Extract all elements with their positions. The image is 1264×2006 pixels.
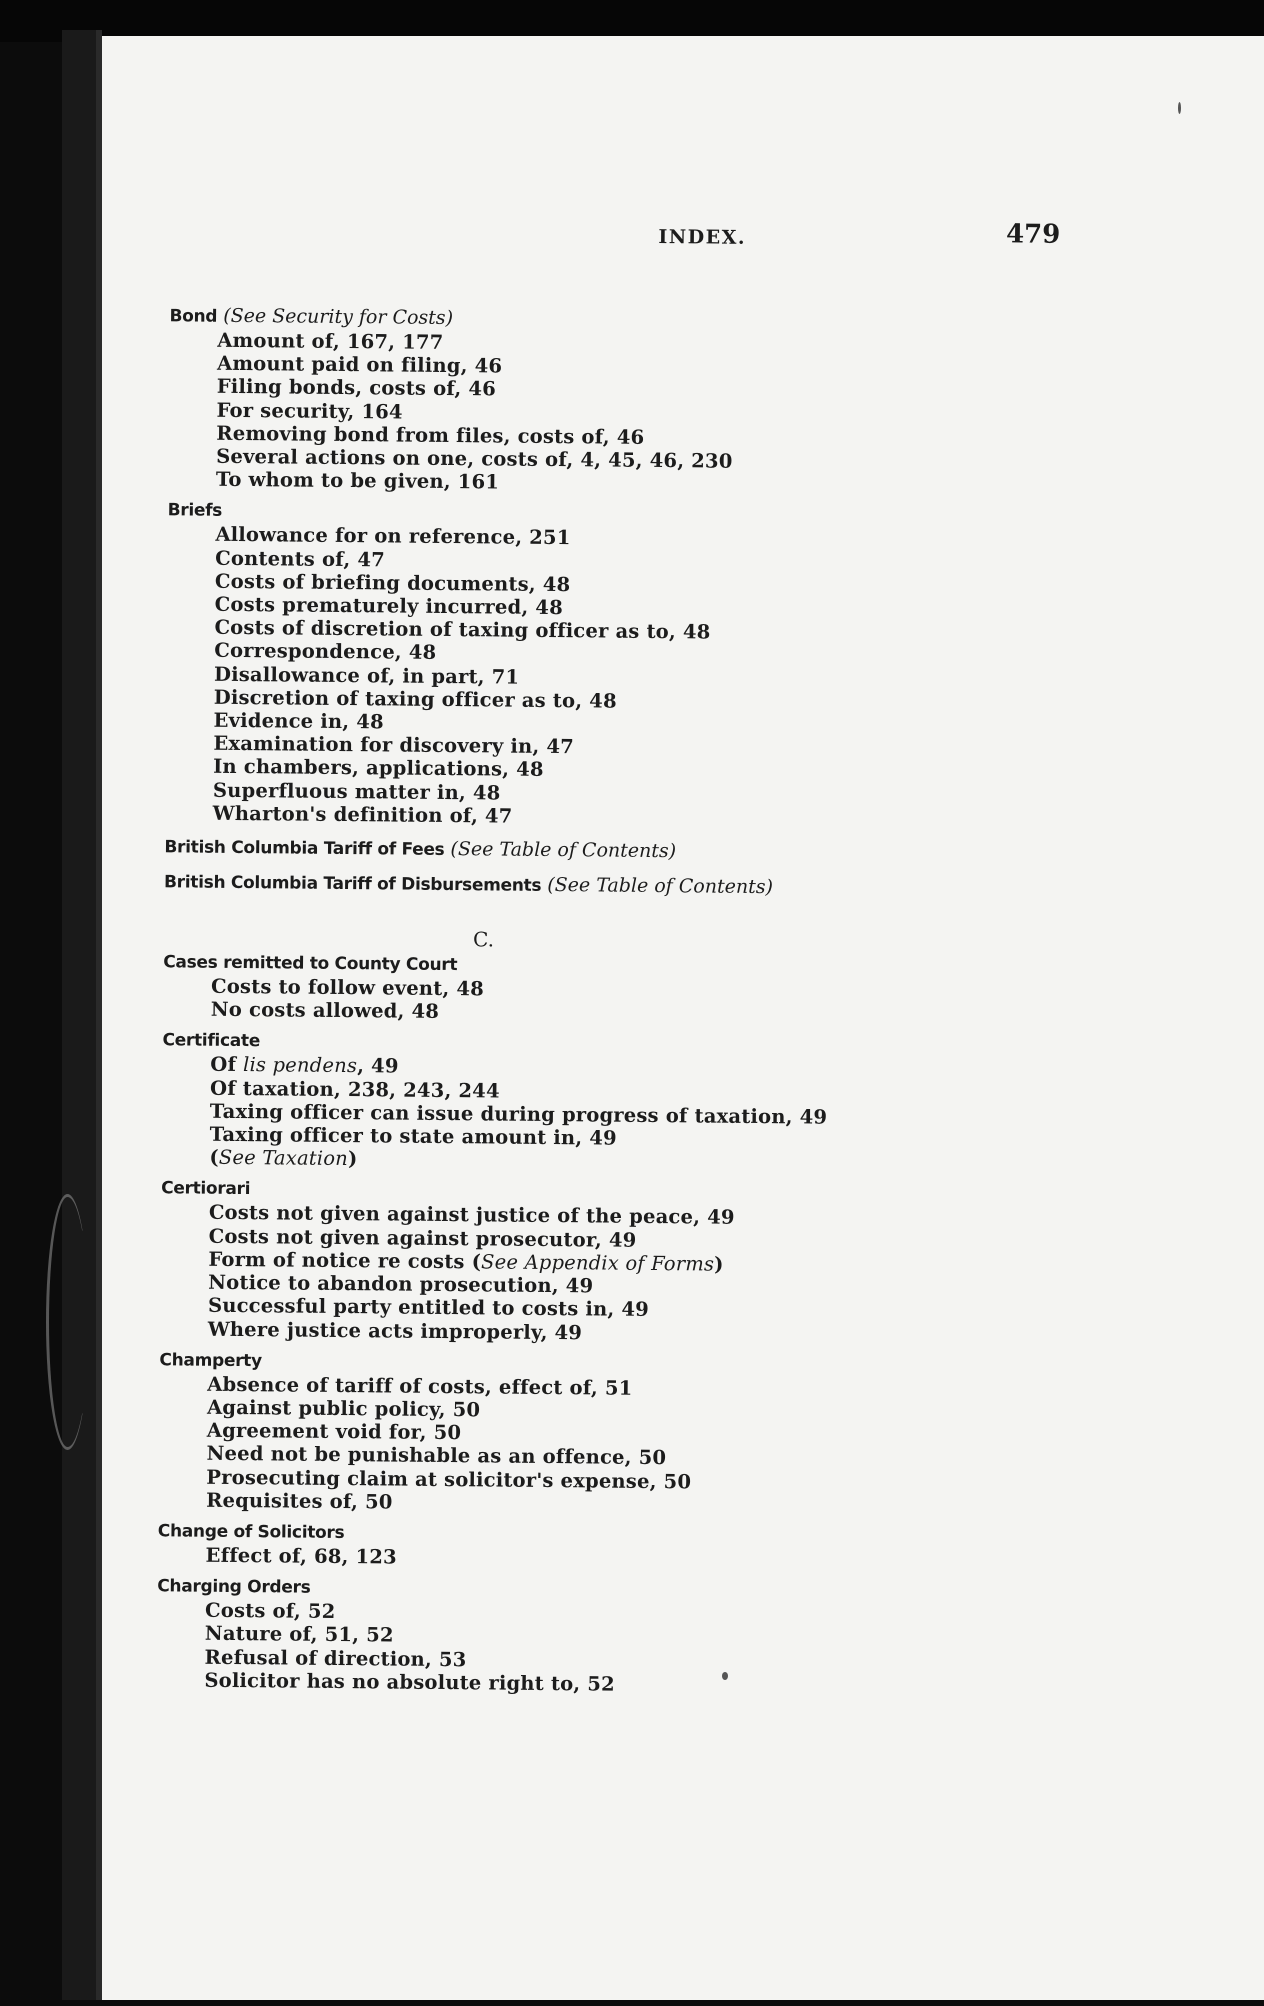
subentry: For security, 164 [216, 398, 403, 424]
subentry: Notice to abandon prosecution, 49 [208, 1270, 594, 1298]
subentry: Superfluous matter in, 48 [212, 778, 501, 805]
cross-reference: See Taxation [218, 1146, 349, 1171]
entry-term: Bond [169, 306, 218, 327]
running-head: INDEX. [658, 225, 747, 249]
subentry: Effect of, 68, 123 [205, 1543, 397, 1569]
subentry: Refusal of direction, 53 [204, 1645, 467, 1671]
subentry: Agreement void for, 50 [206, 1418, 462, 1445]
page-content [83, 31, 1264, 2006]
entry-term: British Columbia Tariff of Disbursements [163, 872, 542, 896]
subentry: Costs prematurely incurred, 48 [214, 592, 564, 620]
subentry: Costs not given against prosecutor, 49 [208, 1224, 637, 1252]
subentry: Evidence in, 48 [213, 708, 384, 734]
subentry: Nature of, 51, 52 [204, 1622, 394, 1647]
cross-reference: See Security for Costs [230, 304, 446, 329]
xref-close: ) [668, 840, 677, 863]
index-entry-briefs [165, 499, 1068, 833]
entry-heading: Change of Solicitors [157, 1521, 345, 1543]
entry-heading [164, 834, 1064, 868]
index-list [156, 303, 1069, 1708]
subentry: Where justice acts improperly, 49 [207, 1317, 583, 1344]
index-entry-bc-tariff-disbursements [164, 869, 1064, 903]
subentry: Prosecuting claim at solicitor's expense, 50 [206, 1465, 692, 1493]
subentry: Costs not given against justice of the peace, 49 [208, 1201, 735, 1230]
subentry: Examination for discovery in, 47 [213, 731, 575, 759]
binding-thread-mark [46, 1194, 89, 1450]
entry-heading: Certiorari [161, 1178, 251, 1200]
entry-term: British Columbia Tariff of Fees [164, 837, 445, 861]
latin-term: lis pendens [242, 1053, 358, 1078]
subentry-pages: , 49 [357, 1054, 399, 1078]
subentry: Discretion of taxing officer as to, 48 [213, 685, 617, 713]
xref-close: ) [765, 876, 774, 899]
subentry: Allowance for on reference, 251 [215, 523, 571, 550]
cross-reference: See Table of Contents [457, 838, 669, 863]
xref-close: ) [714, 1252, 724, 1276]
cross-reference: See Appendix of Forms [480, 1250, 715, 1276]
subentry: Several actions on one, costs of, 4, 45, 46, 230 [216, 444, 733, 473]
entry-heading [164, 869, 1064, 903]
subentry: Costs to follow event, 48 [210, 974, 485, 1001]
subentry: Absence of tariff of costs, effect of, 51 [207, 1372, 633, 1400]
xref-open: ( [541, 873, 555, 897]
index-entry-change-of-solicitors [157, 1519, 1057, 1575]
subentry: Requisites of, 50 [206, 1488, 393, 1514]
subentry: Taxing officer to state amount in, 49 [209, 1122, 617, 1150]
xref-open: ( [209, 1145, 219, 1170]
book-page [100, 36, 1264, 2000]
subentry: Successful party entitled to costs in, 49 [207, 1294, 650, 1322]
subentry: No costs allowed, 48 [210, 997, 440, 1024]
subentry: Against public policy, 50 [206, 1395, 481, 1422]
cross-reference: See Table of Contents [554, 874, 766, 899]
subentry: Costs of briefing documents, 48 [214, 569, 571, 596]
index-entry-champerty [158, 1348, 1060, 1520]
subentry: Wharton's definition of, 47 [212, 801, 513, 828]
subentry: Filing bonds, costs of, 46 [216, 375, 497, 401]
index-entry-cases-remitted [163, 950, 1064, 1029]
subentry-prefix: Of [210, 1053, 244, 1077]
subentry: Of taxation, 238, 243, 244 [209, 1076, 500, 1103]
xref-open: ( [217, 304, 231, 327]
xref-close: ) [347, 1147, 358, 1171]
entry-heading: Briefs [167, 500, 223, 522]
index-entry-certificate [161, 1029, 1062, 1178]
entry-heading: Cases remitted to County Court [163, 952, 458, 976]
subentry: To whom to be given, 161 [215, 467, 500, 494]
entry-heading: Charging Orders [157, 1576, 311, 1598]
subentry: Amount paid on filing, 46 [216, 351, 503, 378]
subentry: Removing bond from files, costs of, 46 [216, 421, 645, 449]
subentry: Disallowance of, in part, 71 [213, 662, 520, 689]
section-letter: C. [472, 927, 495, 952]
subentry: Costs of discretion of taxing officer as to, 48 [214, 615, 711, 644]
subentry: Solicitor has no absolute right to, 52 [204, 1668, 615, 1696]
subentry: In chambers, applications, 48 [213, 755, 544, 782]
subentry: Taxing officer can issue during progress of taxation, 49 [209, 1099, 828, 1129]
index-entry-certiorari [160, 1177, 1062, 1349]
index-entry-bc-tariff-fees [164, 834, 1064, 868]
entry-heading: Champerty [159, 1349, 262, 1371]
subentry: Costs of, 52 [204, 1598, 336, 1624]
subentry-text: Form of notice re costs ( [208, 1247, 482, 1274]
subentry: Need not be punishable as an offence, 50 [206, 1442, 667, 1470]
subentry: Correspondence, 48 [214, 639, 437, 665]
index-entry-charging-orders [156, 1574, 1057, 1699]
subentry: Contents of, 47 [215, 546, 386, 571]
index-entry-bond [168, 303, 1070, 499]
entry-heading: Certificate [162, 1030, 261, 1052]
xref-close: ) [445, 306, 454, 330]
xref-open: ( [444, 838, 458, 861]
page-number: 479 [1005, 219, 1061, 250]
subentry: Amount of, 167, 177 [217, 328, 444, 354]
